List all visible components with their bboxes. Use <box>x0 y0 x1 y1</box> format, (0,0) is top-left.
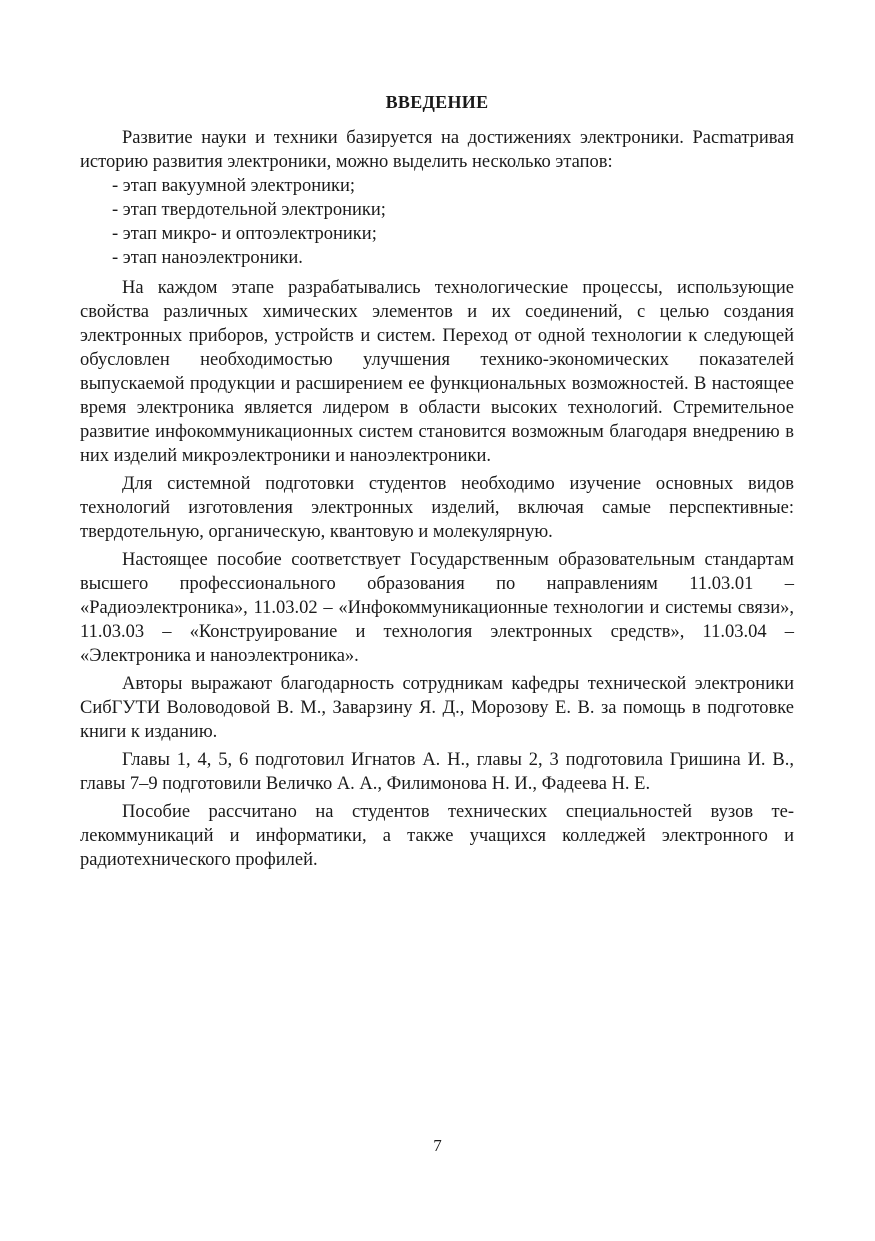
document-page <box>80 90 794 876</box>
list-item: - этап микро- и оптоэлектроники; <box>112 224 377 244</box>
stages-list <box>80 174 794 270</box>
list-item: - этап наноэлектроники. <box>112 248 303 268</box>
paragraph-acknowledgements: Авторы выражают благодарность сотрудникам кафедры технической электроники СибГУТИ Воловодовой В. М., Заварзину Я. Д., Морозову Е. В. за помощь в подготовке книги к изданию. <box>80 674 794 742</box>
paragraph-student-training: Для системной подготовки студентов необходимо изучение основных видов технологий изготовления электронных изделий, включая самые перспективные: твердотельную, органическую, квантовую и молекулярную. <box>80 474 794 542</box>
list-item: - этап твердотельной электроники; <box>112 200 386 220</box>
paragraph-audience: Пособие рассчитано на студентов технических специальностей вузов телекоммуникаций и информатики, а также учащихся колледжей электронного и радиотехнического профилей. <box>80 802 794 870</box>
list-item: - этап вакуумной электроники; <box>112 176 356 196</box>
page-title: ВВЕДЕНИЕ <box>385 92 489 112</box>
paragraph-standards: Настоящее пособие соответствует Государственным образовательным стандартам высшего профессионального образования по направлениям 11.03.01 – «Радиоэлектроника», 11.03.02 – «Инфокоммуникационные технологии и системы связи», 11.03.03 – «Конструирование и технология электронных средств», 11.03.04 – «Электроника и наноэлектроника». <box>80 550 794 666</box>
paragraph-stages-technology: На каждом этапе разрабатывались технологические процессы, использующие свойства различных химических элементов и их соединений, с целью создания электронных приборов, устройств и систем. Переход от одной технологии к следующей обусловлен необходимостью улучшения технико-экономических показателей выпускаемой продукции и расширением ее функциональных возможностей. В настоящее время электроника является лидером в области высоких технологий. Стремительное развитие инфокоммуникационных систем становится возможным благодаря внедрению в них изделий микроэлектроники и наноэлектроники. <box>80 278 794 466</box>
intro-paragraph: Развитие науки и техники базируется на достижениях электроники. Расmатривая историю развития электроники, можно выделить несколько этапов: <box>80 128 794 172</box>
page-number: 7 <box>433 1136 442 1155</box>
paragraph-authors: Главы 1, 4, 5, 6 подготовил Игнатов А. Н., главы 2, 3 подготовила Гришина И. В., главы 7–9 подготовили Величко А. А., Филимонова Н. И., Фадеева Н. Е. <box>80 750 794 794</box>
